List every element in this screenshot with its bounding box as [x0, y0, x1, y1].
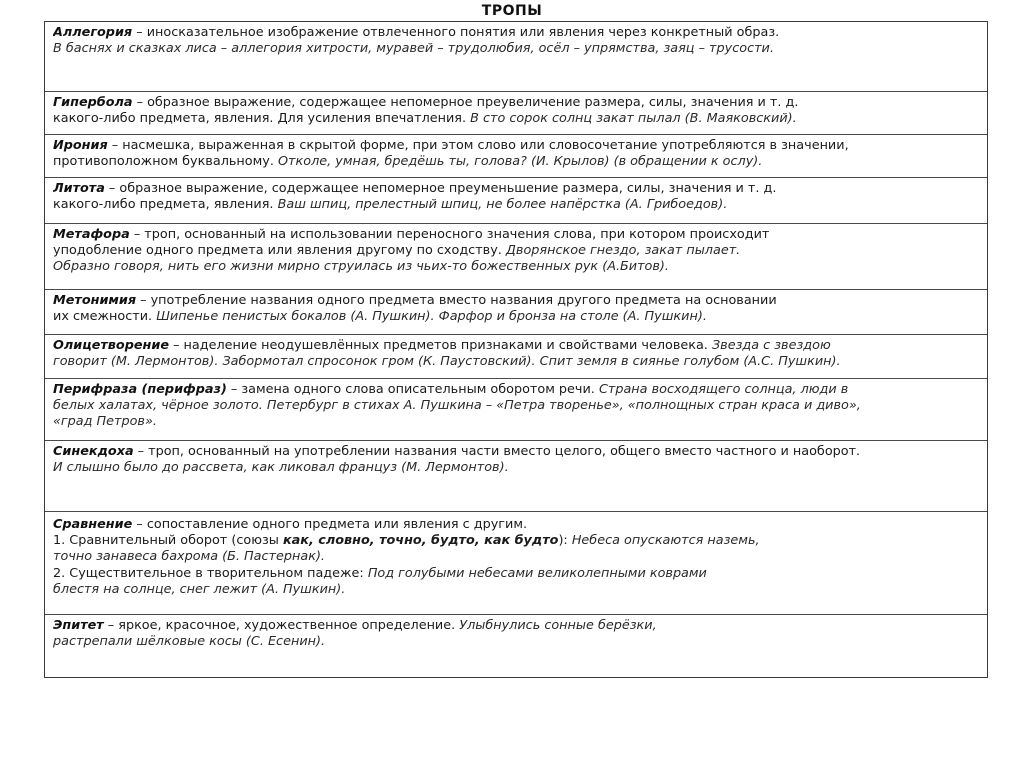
definition-line [53, 444, 981, 460]
trope-row-litotes [45, 178, 987, 224]
definition-text: 2. Существительное в творительном падеже: [53, 565, 368, 581]
definition-text: – употребление названия одного предмета вместо названия другого предмета на основании [136, 293, 777, 308]
example-text: Образно говоря, нить его жизни мирно струилась из чьих-то божественных рук (А.Битов). [53, 259, 669, 275]
example-text: белых халатах, чёрное золото. Петербург в стихах А. Пушкина – «Петра творенье», «полнощных стран краса и диво», [53, 398, 861, 414]
definition-text: 1. Сравнительный оборот (союзы [53, 533, 283, 549]
definition-line [53, 243, 981, 259]
definition-line [53, 181, 981, 197]
definition-text: – сопоставление одного предмета или явления с другим. [132, 517, 528, 532]
example-text: Отколе, умная, бредёшь ты, голова? (И. Крылов) (в обращении к ослу). [277, 154, 763, 170]
definition-text: их смежности. [53, 309, 157, 325]
term-metaphor: Метафора [53, 227, 130, 242]
term-comparison: Сравнение [53, 517, 133, 532]
definition-text: противоположном буквальному. [53, 154, 278, 170]
example-text: Небеса опускаются наземь, [571, 533, 760, 549]
conjunctions-text: как, словно, точно, будто, как будто [282, 533, 559, 549]
term-allegory: Аллегория [53, 25, 133, 40]
definition-text: какого-либо предмета, явления. Для усиления впечатления. [53, 111, 471, 127]
trope-row-metonymy [45, 290, 987, 335]
trope-row-personification [45, 335, 987, 379]
example-text: Под голубыми небесами великолепными коврами [367, 565, 707, 581]
page-title: ТРОПЫ [481, 3, 543, 19]
trope-row-periphrasis [45, 379, 987, 441]
definition-text: – наделение неодушевлённых предметов признаками и свойствами человека. [169, 338, 712, 353]
example-text: говорит (М. Лермонтов). Забормотал спросонок гром (К. Паустовский). Спит земля в сиянье голубом (А.С. Пушкин). [53, 354, 841, 370]
definition-line [53, 25, 981, 41]
definition-text: – троп, основанный на употреблении названия части вместо целого, общего вместо частного и наоборот. [133, 444, 861, 459]
definition-line [53, 154, 981, 170]
trope-row-synecdoche [45, 441, 987, 512]
definition-text: – троп, основанный на использовании переносного значения слова, при котором происходит [129, 227, 770, 242]
trope-row-epithet [45, 615, 987, 677]
definition-line [53, 138, 981, 154]
definition-text: какого-либо предмета, явления. [53, 197, 278, 213]
example-text: Звезда с звездою [711, 338, 831, 353]
comparison-item-2 [53, 566, 981, 582]
definition-text: – образное выражение, содержащее непомерное преувеличение размера, силы, значения и т. д. [132, 95, 799, 110]
example-text: Страна восходящего солнца, люди в [598, 382, 849, 397]
term-irony: Ирония [53, 138, 108, 153]
definition-text: – насмешка, выраженная в скрытой форме, при этом слово или словосочетание употребляются в значении, [107, 138, 849, 153]
trope-row-comparison [45, 512, 987, 615]
example-text: В сто сорок солнц закат пылал (В. Маяковский). [470, 111, 797, 127]
definition-text: – яркое, красочное, художественное определение. [103, 618, 460, 633]
definition-line [53, 111, 981, 127]
example-text: Дворянское гнездо, закат пылает. [505, 243, 741, 259]
term-epithet: Эпитет [53, 618, 104, 633]
trope-row-metaphor [45, 224, 987, 290]
definition-line [53, 382, 981, 398]
definition-text: – замена одного слова описательным оборотом речи. [226, 382, 599, 397]
definition-line [53, 309, 981, 325]
term-hyperbole: Гипербола [53, 95, 133, 110]
term-personification: Олицетворение [53, 338, 170, 353]
definition-text: уподобление одного предмета или явления другому по сходству. [53, 243, 506, 259]
trope-row-allegory [45, 22, 987, 92]
example-text: точно занавеса бахрома (Б. Пастернак). [53, 549, 326, 565]
term-metonymy: Метонимия [53, 293, 137, 308]
trope-row-hyperbole [45, 92, 987, 135]
example-text: «град Петров». [53, 414, 157, 430]
definition-text: ): [558, 533, 572, 549]
example-text: Ваш шпиц, прелестный шпиц, не более напёрстка (А. Грибоедов). [277, 197, 728, 213]
example-text: блестя на солнце, снег лежит (А. Пушкин). [53, 581, 346, 597]
definition-line [53, 197, 981, 213]
definition-line [53, 95, 981, 111]
tropes-table [44, 21, 988, 678]
definition-line [53, 517, 981, 533]
example-text: В баснях и сказках лиса – аллегория хитрости, муравей – трудолюбия, осёл – упрямства, заяц – трусости. [53, 41, 774, 57]
definition-line [53, 293, 981, 309]
example-text: растрепали шёлковые косы (С. Есенин). [53, 634, 326, 650]
term-synecdoche: Синекдоха [53, 444, 134, 459]
definition-line [53, 618, 981, 634]
example-text: И слышно было до рассвета, как ликовал француз (М. Лермонтов). [53, 460, 509, 476]
trope-row-irony [45, 135, 987, 178]
definition-text: – образное выражение, содержащее непомерное преуменьшение размера, силы, значения и т. д. [104, 181, 777, 196]
definition-line [53, 338, 981, 354]
comparison-item-1 [53, 533, 981, 549]
example-text: Шипенье пенистых бокалов (А. Пушкин). Фарфор и бронза на столе (А. Пушкин). [156, 309, 707, 325]
definition-text: – иносказательное изображение отвлеченного понятия или явления через конкретный образ. [132, 25, 780, 40]
term-litotes: Литота [53, 181, 105, 196]
term-periphrasis: Перифраза (перифраз) [53, 382, 227, 397]
definition-line [53, 227, 981, 243]
example-text: Улыбнулись сонные берёзки, [459, 618, 657, 633]
